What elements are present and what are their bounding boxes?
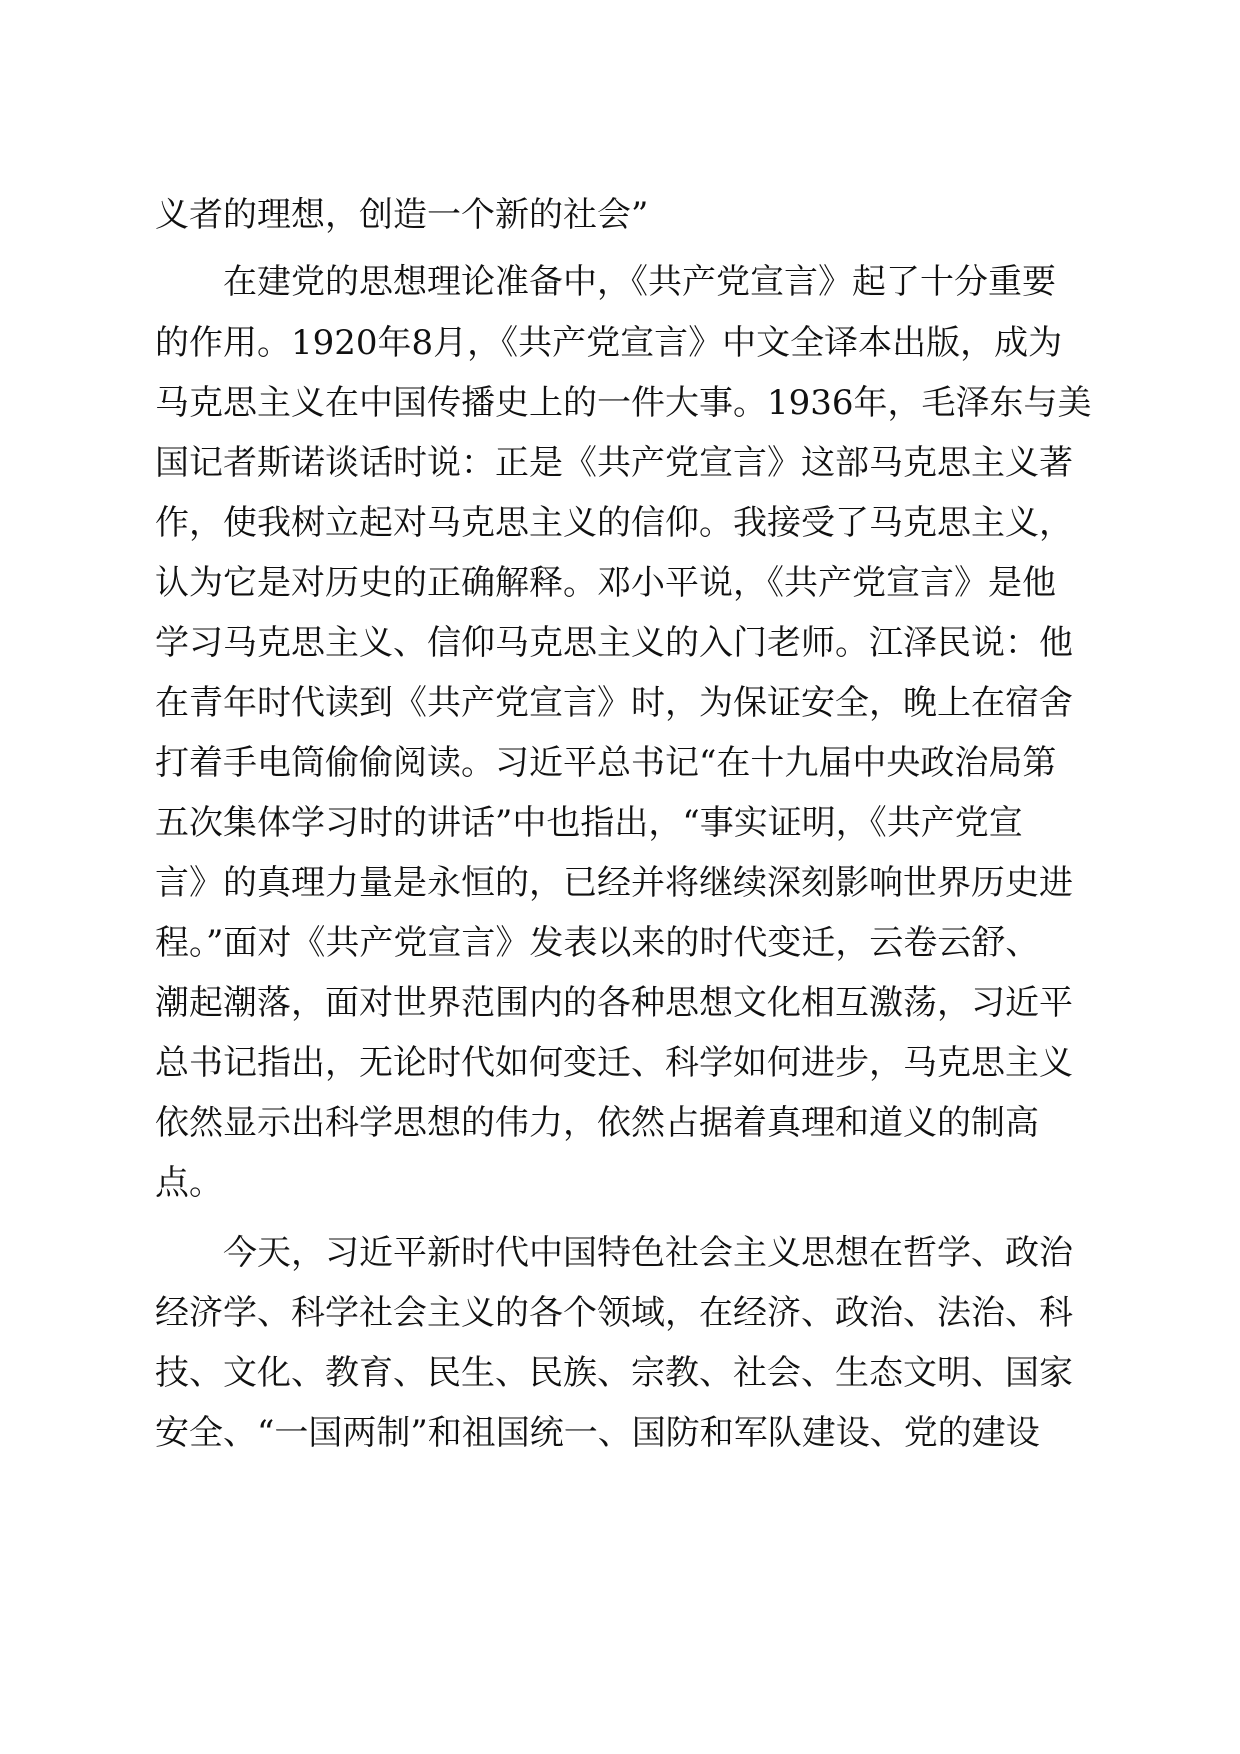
text-line: 在建党的思想理论准备中，《共产党宣言》起了十分重要 bbox=[223, 262, 1056, 302]
text-line: 技、文化、教育、民生、民族、宗教、社会、生态文明、国家 bbox=[155, 1353, 1073, 1393]
text-line: 潮起潮落，面对世界范围内的各种思想文化相互激荡，习近平 bbox=[155, 983, 1073, 1023]
text-line: 言》的真理力量是永恒的，已经并将继续深刻影响世界历史进 bbox=[155, 863, 1073, 903]
text-line: 义者的理想，创造一个新的社会” bbox=[155, 195, 649, 235]
text-line: 五次集体学习时的讲话”中也指出，“事实证明，《共产党宣 bbox=[155, 803, 1023, 843]
text-line: 的作用。1920年8月，《共产党宣言》中文全译本出版，成为 bbox=[155, 323, 1063, 363]
text-line: 马克思主义在中国传播史上的一件大事。1936年，毛泽东与美 bbox=[155, 383, 1092, 423]
text-line: 作，使我树立起对马克思主义的信仰。我接受了马克思主义， bbox=[155, 503, 1073, 543]
text-line: 认为它是对历史的正确解释。邓小平说，《共产党宣言》是他 bbox=[155, 563, 1056, 603]
text-line: 总书记指出，无论时代如何变迁、科学如何进步，马克思主义 bbox=[155, 1043, 1073, 1083]
text-line: 今天，习近平新时代中国特色社会主义思想在哲学、政治 bbox=[223, 1233, 1073, 1273]
text-line: 在青年时代读到《共产党宣言》时，为保证安全，晚上在宿舍 bbox=[155, 683, 1073, 723]
text-line: 依然显示出科学思想的伟力，依然占据着真理和道义的制高 bbox=[155, 1103, 1039, 1143]
text-line: 经济学、科学社会主义的各个领域，在经济、政治、法治、科 bbox=[155, 1293, 1073, 1333]
text-line: 安全、“一国两制”和祖国统一、国防和军队建设、党的建设 bbox=[155, 1413, 1040, 1453]
text-line: 点。 bbox=[155, 1163, 223, 1203]
text-line: 学习马克思主义、信仰马克思主义的入门老师。江泽民说：他 bbox=[155, 623, 1073, 663]
text-line: 国记者斯诺谈话时说：正是《共产党宣言》这部马克思主义著 bbox=[155, 443, 1073, 483]
text-line: 打着手电筒偷偷阅读。习近平总书记“在十九届中央政治局第 bbox=[155, 743, 1057, 783]
text-line: 程。”面对《共产党宣言》发表以来的时代变迁，云卷云舒、 bbox=[155, 923, 1040, 963]
